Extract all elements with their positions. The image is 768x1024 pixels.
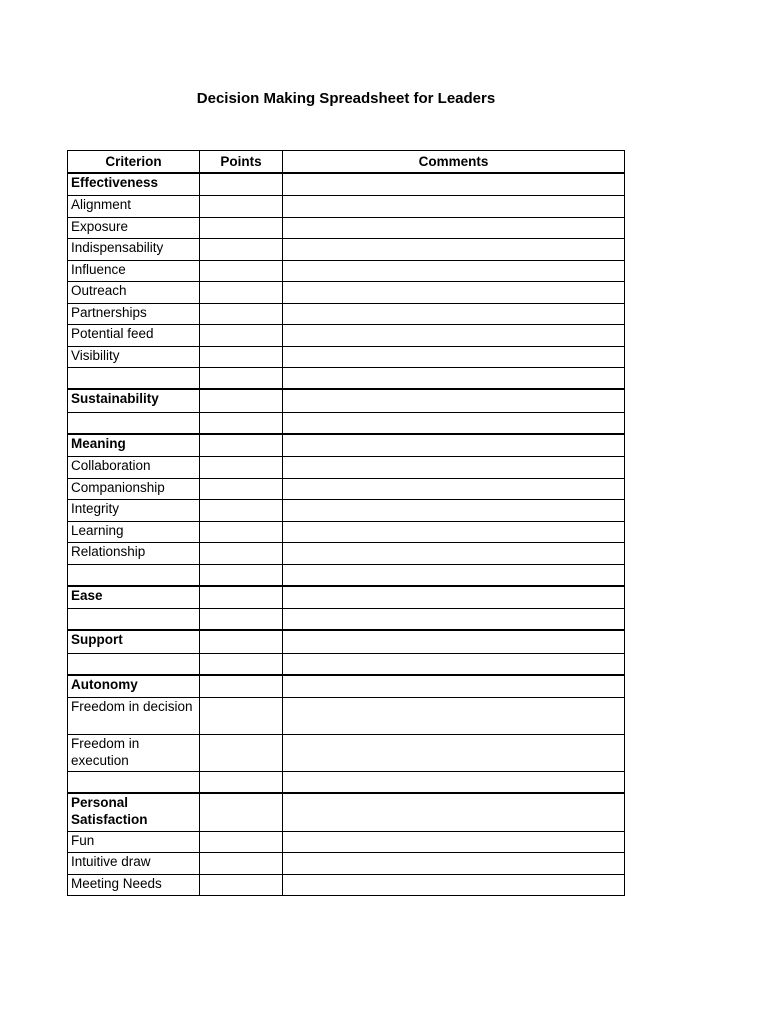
points-cell[interactable] bbox=[200, 609, 283, 631]
criterion-cell: Companionship bbox=[68, 478, 200, 500]
criterion-cell: Personal Satisfaction bbox=[68, 793, 200, 831]
comments-cell[interactable] bbox=[283, 609, 625, 631]
points-cell[interactable] bbox=[200, 793, 283, 831]
decision-table bbox=[67, 150, 625, 896]
points-cell[interactable] bbox=[200, 478, 283, 500]
criterion-cell: Partnerships bbox=[68, 303, 200, 325]
table-row bbox=[68, 653, 625, 675]
criterion-cell: Ease bbox=[68, 586, 200, 609]
table-row bbox=[68, 735, 625, 772]
comments-cell[interactable] bbox=[283, 325, 625, 347]
table-row bbox=[68, 698, 625, 735]
table-row bbox=[68, 196, 625, 218]
criterion-cell bbox=[68, 412, 200, 434]
criterion-cell: Alignment bbox=[68, 196, 200, 218]
criterion-cell: Autonomy bbox=[68, 675, 200, 698]
comments-cell[interactable] bbox=[283, 521, 625, 543]
comments-cell[interactable] bbox=[283, 260, 625, 282]
criterion-cell: Influence bbox=[68, 260, 200, 282]
comments-cell[interactable] bbox=[283, 389, 625, 412]
criterion-cell: Meeting Needs bbox=[68, 874, 200, 896]
criterion-cell: Freedom in decision bbox=[68, 698, 200, 735]
points-cell[interactable] bbox=[200, 831, 283, 853]
table-row bbox=[68, 874, 625, 896]
criterion-cell: Meaning bbox=[68, 434, 200, 457]
table-row bbox=[68, 543, 625, 565]
points-cell[interactable] bbox=[200, 500, 283, 522]
points-cell[interactable] bbox=[200, 543, 283, 565]
points-cell[interactable] bbox=[200, 564, 283, 586]
criterion-cell: Integrity bbox=[68, 500, 200, 522]
points-cell[interactable] bbox=[200, 653, 283, 675]
points-cell[interactable] bbox=[200, 389, 283, 412]
points-cell[interactable] bbox=[200, 698, 283, 735]
comments-cell[interactable] bbox=[283, 735, 625, 772]
criterion-cell bbox=[68, 368, 200, 390]
comments-cell[interactable] bbox=[283, 698, 625, 735]
points-cell[interactable] bbox=[200, 196, 283, 218]
comments-cell[interactable] bbox=[283, 831, 625, 853]
criterion-cell: Intuitive draw bbox=[68, 853, 200, 875]
section-row bbox=[68, 586, 625, 609]
criterion-cell bbox=[68, 653, 200, 675]
points-cell[interactable] bbox=[200, 521, 283, 543]
comments-cell[interactable] bbox=[283, 457, 625, 479]
points-cell[interactable] bbox=[200, 434, 283, 457]
comments-cell[interactable] bbox=[283, 630, 625, 653]
points-cell[interactable] bbox=[200, 325, 283, 347]
criterion-cell bbox=[68, 609, 200, 631]
points-cell[interactable] bbox=[200, 772, 283, 794]
points-cell[interactable] bbox=[200, 874, 283, 896]
comments-cell[interactable] bbox=[283, 412, 625, 434]
points-cell[interactable] bbox=[200, 303, 283, 325]
table-row bbox=[68, 346, 625, 368]
comments-cell[interactable] bbox=[283, 173, 625, 196]
criterion-cell: Collaboration bbox=[68, 457, 200, 479]
header-row bbox=[68, 151, 625, 173]
table-row bbox=[68, 282, 625, 304]
points-cell[interactable] bbox=[200, 853, 283, 875]
section-row bbox=[68, 630, 625, 653]
points-cell[interactable] bbox=[200, 630, 283, 653]
points-cell[interactable] bbox=[200, 457, 283, 479]
criterion-cell: Relationship bbox=[68, 543, 200, 565]
comments-cell[interactable] bbox=[283, 853, 625, 875]
comments-cell[interactable] bbox=[283, 793, 625, 831]
comments-cell[interactable] bbox=[283, 772, 625, 794]
comments-cell[interactable] bbox=[283, 434, 625, 457]
points-cell[interactable] bbox=[200, 173, 283, 196]
table-row bbox=[68, 412, 625, 434]
comments-cell[interactable] bbox=[283, 564, 625, 586]
comments-cell[interactable] bbox=[283, 478, 625, 500]
table-row bbox=[68, 368, 625, 390]
points-cell[interactable] bbox=[200, 675, 283, 698]
points-cell[interactable] bbox=[200, 282, 283, 304]
criterion-cell: Fun bbox=[68, 831, 200, 853]
comments-cell[interactable] bbox=[283, 874, 625, 896]
table-row bbox=[68, 303, 625, 325]
comments-cell[interactable] bbox=[283, 543, 625, 565]
criterion-cell bbox=[68, 564, 200, 586]
criterion-cell: Support bbox=[68, 630, 200, 653]
table-row bbox=[68, 609, 625, 631]
points-cell[interactable] bbox=[200, 260, 283, 282]
criterion-header: Criterion bbox=[68, 151, 200, 173]
criterion-cell: Learning bbox=[68, 521, 200, 543]
points-cell[interactable] bbox=[200, 217, 283, 239]
section-row bbox=[68, 793, 625, 831]
points-cell[interactable] bbox=[200, 412, 283, 434]
criterion-cell: Effectiveness bbox=[68, 173, 200, 196]
criterion-cell: Exposure bbox=[68, 217, 200, 239]
comments-cell[interactable] bbox=[283, 196, 625, 218]
table-row bbox=[68, 500, 625, 522]
table-row bbox=[68, 564, 625, 586]
section-row bbox=[68, 173, 625, 196]
criterion-cell: Indispensability bbox=[68, 239, 200, 261]
section-row bbox=[68, 434, 625, 457]
points-header: Points bbox=[200, 151, 283, 173]
criterion-cell: Potential feed bbox=[68, 325, 200, 347]
comments-cell[interactable] bbox=[283, 500, 625, 522]
criterion-cell bbox=[68, 772, 200, 794]
points-cell[interactable] bbox=[200, 239, 283, 261]
table-row bbox=[68, 325, 625, 347]
criterion-cell: Freedom in execution bbox=[68, 735, 200, 772]
points-cell[interactable] bbox=[200, 346, 283, 368]
criterion-cell: Sustainability bbox=[68, 389, 200, 412]
table-row bbox=[68, 478, 625, 500]
comments-header: Comments bbox=[283, 151, 625, 173]
table-row bbox=[68, 853, 625, 875]
section-row bbox=[68, 389, 625, 412]
points-cell[interactable] bbox=[200, 368, 283, 390]
points-cell[interactable] bbox=[200, 735, 283, 772]
comments-cell[interactable] bbox=[283, 653, 625, 675]
comments-cell[interactable] bbox=[283, 217, 625, 239]
criterion-cell: Visibility bbox=[68, 346, 200, 368]
comments-cell[interactable] bbox=[283, 675, 625, 698]
comments-cell[interactable] bbox=[283, 303, 625, 325]
table-row bbox=[68, 772, 625, 794]
comments-cell[interactable] bbox=[283, 282, 625, 304]
table-row bbox=[68, 831, 625, 853]
comments-cell[interactable] bbox=[283, 346, 625, 368]
table-row bbox=[68, 239, 625, 261]
document-title: Decision Making Spreadsheet for Leaders bbox=[196, 90, 496, 107]
table-row bbox=[68, 260, 625, 282]
criterion-cell: Outreach bbox=[68, 282, 200, 304]
table-row bbox=[68, 217, 625, 239]
comments-cell[interactable] bbox=[283, 368, 625, 390]
comments-cell[interactable] bbox=[283, 586, 625, 609]
table-row bbox=[68, 457, 625, 479]
section-row bbox=[68, 675, 625, 698]
points-cell[interactable] bbox=[200, 586, 283, 609]
comments-cell[interactable] bbox=[283, 239, 625, 261]
table-row bbox=[68, 521, 625, 543]
